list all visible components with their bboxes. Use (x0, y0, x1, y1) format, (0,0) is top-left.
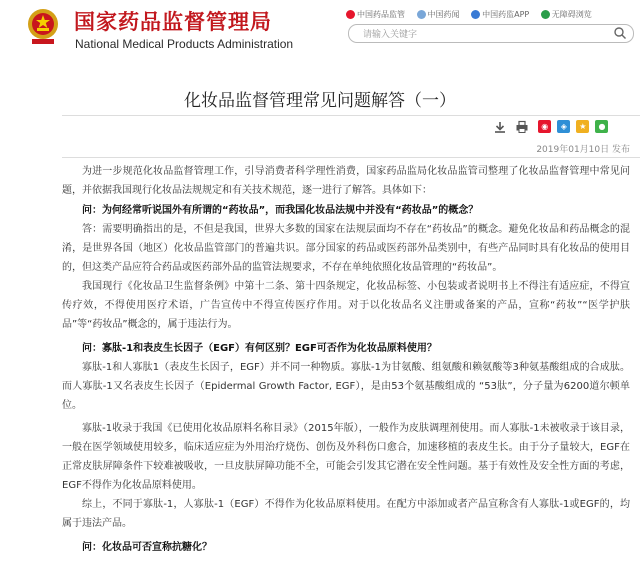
download-icon[interactable] (493, 120, 507, 134)
article-area (0, 60, 640, 573)
article-body (62, 162, 630, 557)
share-tencent-weibo-icon[interactable]: ◈ (557, 120, 570, 133)
national-emblem-icon (26, 6, 60, 46)
publish-date: 2019年01月10日 发布 (536, 145, 630, 155)
top-links (346, 9, 601, 20)
answer-paragraph: 我国现行《化妆品卫生监督条例》中第十二条、第十四条规定，化妆品标签、小包装或者说明书上不得注有适应症，不得宣传疗效，不得使用医疗术语，广告宣传中不得宣传医疗作用。对于以化妆品名义注册或备案的产品，宣称“药妆”“医学护肤品”等“药妆品”概念的，属于违法行为。 (62, 281, 630, 330)
answer-paragraph: 综上，不同于寡肽-1，人寡肽-1（EGF）不得作为化妆品原料使用。在配方中添加或者产品宣称含有人寡肽-1或EGF的，均属于违法产品。 (62, 499, 630, 529)
weibo-icon (346, 10, 355, 19)
share-wechat-icon[interactable]: ● (595, 120, 608, 133)
answer-paragraph: 寡肽-1收录于我国《已使用化妆品原料名称目录》（2015年版），一般作为皮肤调理剂使用。而人寡肽-1未被收录于该目录，一般在医学领域使用较多，临床适应症为外用治疗烧伤、创伤及外科伤口愈合，加速移植的表皮生长。由于分子量较大，EGF在正常皮肤屏障条件下较难被吸收，一旦皮肤屏障功能不全，可能会引发其它潜在安全性问题。基于有效性及安全性方面的考虑，EGF不得作为化妆品原料使用。 (62, 423, 630, 491)
paragraph-intro: 为进一步规范化妆品监督管理工作，引导消费者科学理性消费，国家药品监局化妆品监管司整理了化妆品监督管理中常见问题，并依据我国现行化妆品法规规定和有关技术规范，逐一进行了解答。具体如下： (62, 166, 630, 196)
print-icon[interactable] (515, 120, 529, 134)
site-logo-chinese[interactable]: 国家药品监督管理局 (74, 10, 272, 34)
question-heading: 问：为何经常听说国外有所谓的“药妆品”，而我国化妆品法规中并没有“药妆品”的概念？ (82, 205, 479, 216)
link-news[interactable]: 中国药闻 (417, 9, 460, 20)
question-heading: 问：化妆品可否宣称抗糖化？ (82, 542, 212, 553)
share-weibo-icon[interactable]: ◉ (538, 120, 551, 133)
article-tools (493, 116, 608, 132)
site-logo-english: National Medical Products Administration (75, 37, 294, 51)
date-divider (62, 157, 640, 158)
news-icon (417, 10, 426, 19)
article-title: 化妆品监督管理常见问题解答（一） (184, 91, 456, 111)
search-input[interactable]: 请输入关键字 (363, 30, 418, 40)
search-icon[interactable] (613, 26, 627, 40)
answer-paragraph: 寡肽-1和人寡肽1（表皮生长因子，EGF）并不同一种物质。寡肽-1为甘氨酸、组氨酸和赖氨酸等3种氨基酸组成的合成肽。而人寡肽-1又名表皮生长因子（Epidermal Growth Factor, EGF），是由53个氨基酸组成的 “53肽”，分子量为6200道尔顿单位。 (62, 362, 630, 411)
link-weibo[interactable]: 中国药品监管 (346, 9, 405, 20)
answer-paragraph: 答：需要明确指出的是，不但是我国，世界大多数的国家在法规层面均不存在“药妆品”的概念。避免化妆品和药品概念的混淆，是世界各国（地区）化妆品监管部门的普遍共识。部分国家的药品或医药部外品类别中，有些产品同时具有化妆品的使用目的，但这类产品应符合药品或医药部外品的监管法规要求，不存在单纯依照化妆品管理的“药妆品”。 (62, 224, 630, 273)
app-icon (471, 10, 480, 19)
site-header (0, 0, 640, 61)
link-accessibility[interactable]: 无障碍浏览 (541, 9, 592, 20)
accessibility-icon (541, 10, 550, 19)
share-qzone-icon[interactable]: ★ (576, 120, 589, 133)
search-box[interactable] (348, 24, 634, 43)
question-heading: 问：寡肽-1和表皮生长因子（EGF）有何区别？EGF可否作为化妆品原料使用？ (82, 343, 437, 354)
link-app[interactable]: 中国药监APP (471, 9, 529, 20)
